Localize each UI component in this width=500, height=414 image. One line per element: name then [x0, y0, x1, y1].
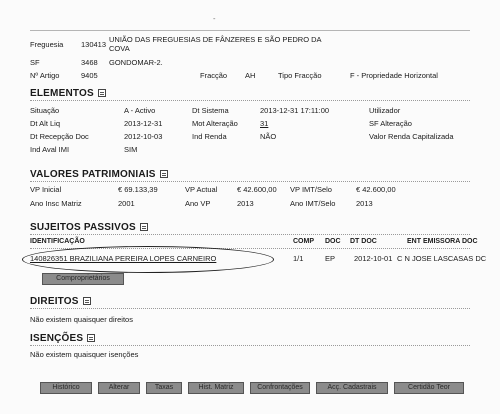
identificacao-link[interactable]: 140826351 BRAZILIANA PEREIRA LOPES CARNEIRO: [30, 254, 217, 263]
top-mark: -: [213, 14, 216, 23]
col-header-comp: COMP: [293, 238, 314, 245]
valores-title: VALORES PATRIMONIAIS: [30, 169, 168, 180]
isencoes-divider: [30, 345, 470, 346]
dt-doc-value: 2012-10-01: [354, 254, 393, 263]
dt-sistema-value: 2013-12-31 17:11:00: [260, 106, 330, 115]
vp-inicial-value: € 69.133,39: [118, 185, 158, 194]
situacao-label: Situação: [30, 106, 60, 115]
historico-button[interactable]: Histórico: [40, 382, 92, 394]
col-header-ent-emissora: ENT EMISSORA DOC: [407, 238, 478, 245]
dt-recepcao-value: 2012-10-03: [124, 132, 163, 141]
comproprietarios-button[interactable]: Comproprietários: [42, 273, 124, 285]
ind-renda-value: NÃO: [260, 132, 277, 141]
direitos-text: Não existem quaisquer direitos: [30, 315, 133, 324]
sujeitos-divider: [30, 234, 470, 235]
sf-name: GONDOMAR-2.: [109, 58, 163, 67]
elementos-title: ELEMENTOS: [30, 88, 106, 99]
vp-imt-label: VP IMT/Selo: [290, 185, 332, 194]
elementos-divider: [30, 100, 470, 101]
ano-imt-label: Ano IMT/Selo: [290, 199, 336, 208]
valor-renda-label: Valor Renda Capitalizada: [369, 132, 454, 141]
col-header-doc: DOC: [325, 238, 341, 245]
certidao-teor-button[interactable]: Certidão Teor: [394, 382, 464, 394]
tipo-fraccao-value: F - Propriedade Horizontal: [350, 71, 438, 80]
isencoes-text: Não existem quaisquer isenções: [30, 350, 139, 359]
toggle-section-icon[interactable]: [83, 297, 91, 305]
artigo-label: Nº Artigo: [30, 71, 60, 80]
ano-imt-value: 2013: [356, 199, 373, 208]
dt-recepcao-label: Dt Recepção Doc: [30, 132, 89, 141]
toggle-section-icon[interactable]: [87, 334, 95, 342]
toggle-section-icon[interactable]: [98, 89, 106, 97]
sf-alteracao-label: SF Alteração: [369, 119, 412, 128]
mot-alteracao-label: Mot Alteração: [192, 119, 238, 128]
alterar-button[interactable]: Alterar: [98, 382, 140, 394]
ano-insc-value: 2001: [118, 199, 135, 208]
comp-value: 1/1: [293, 254, 304, 263]
utilizador-label: Utilizador: [369, 106, 401, 115]
toggle-section-icon[interactable]: [160, 170, 168, 178]
dt-alt-liq-label: Dt Alt Liq: [30, 119, 61, 128]
fraccao-label: Fracção: [200, 71, 228, 80]
fraccao-value: AH: [245, 71, 256, 80]
hist-matriz-button[interactable]: Hist. Matriz: [188, 382, 244, 394]
freguesia-name-line2: COVA: [109, 44, 130, 53]
taxas-button[interactable]: Taxas: [146, 382, 182, 394]
freguesia-label: Freguesia: [30, 40, 64, 49]
col-header-identificacao: IDENTIFICAÇÃO: [30, 238, 85, 245]
col-header-dt-doc: DT DOC: [350, 238, 377, 245]
ind-aval-label: Ind Aval IMI: [30, 145, 70, 154]
freguesia-name-line1: UNIÃO DAS FREGUESIAS DE FÂNZERES E SÃO PEDRO DA: [109, 35, 322, 44]
ano-insc-label: Ano Insc Matriz: [30, 199, 82, 208]
doc-value: EP: [325, 254, 336, 263]
direitos-title: DIREITOS: [30, 296, 91, 307]
dt-alt-liq-value: 2013-12-31: [124, 119, 163, 128]
dt-sistema-label: Dt Sistema: [192, 106, 229, 115]
sf-label: SF: [30, 58, 40, 67]
ind-renda-label: Ind Renda: [192, 132, 227, 141]
sf-code: 3468: [81, 58, 98, 67]
mot-alteracao-link[interactable]: 31: [260, 119, 269, 128]
confrontacoes-button[interactable]: Confrontações: [250, 382, 310, 394]
vp-imt-value: € 42.600,00: [356, 185, 396, 194]
sujeitos-title: SUJEITOS PASSIVOS: [30, 222, 148, 233]
ano-vp-label: Ano VP: [185, 199, 211, 208]
vp-actual-value: € 42.600,00: [237, 185, 277, 194]
freguesia-code: 130413: [81, 40, 107, 49]
tipo-fraccao-label: Tipo Fracção: [278, 71, 322, 80]
isencoes-title: ISENÇÕES: [30, 333, 95, 344]
artigo-value: 9405: [81, 71, 98, 80]
vp-actual-label: VP Actual: [185, 185, 218, 194]
top-divider: [30, 30, 470, 31]
vp-inicial-label: VP Inicial: [30, 185, 62, 194]
ent-emissora-value: C N JOSE LASCASAS DC: [397, 254, 487, 263]
accoes-cadastrais-button[interactable]: Acç. Cadastrais: [316, 382, 388, 394]
ind-aval-value: SIM: [124, 145, 138, 154]
valores-divider: [30, 181, 470, 182]
situacao-value: A - Activo: [124, 106, 156, 115]
direitos-divider: [30, 308, 470, 309]
ano-vp-value: 2013: [237, 199, 254, 208]
toggle-section-icon[interactable]: [140, 223, 148, 231]
